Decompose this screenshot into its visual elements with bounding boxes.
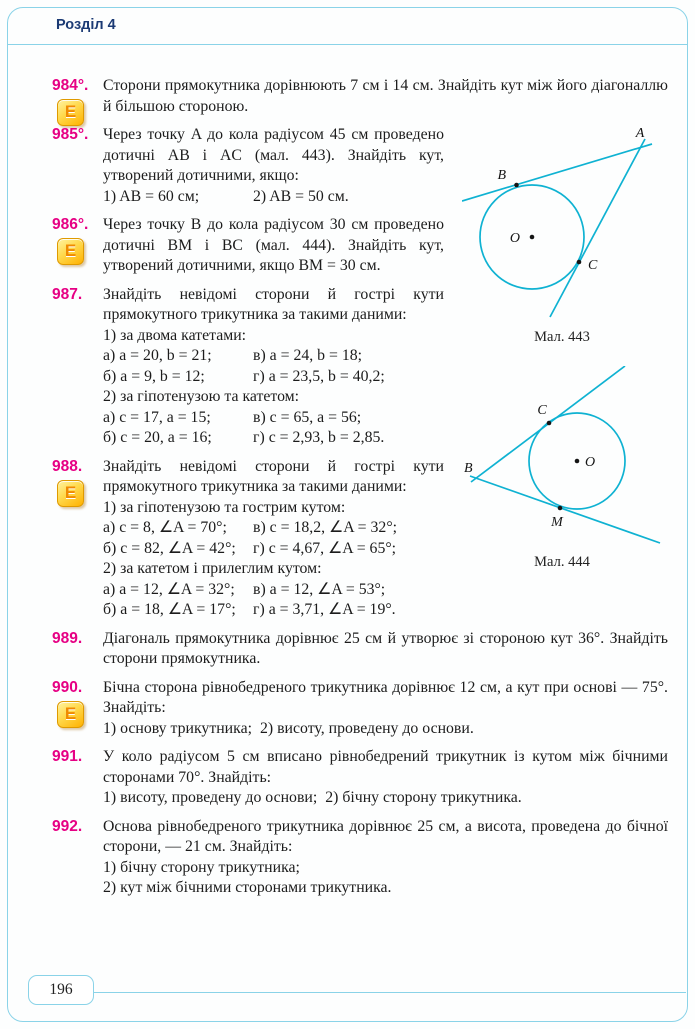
problem-item-row <box>103 187 668 208</box>
problem-statement: У коло радіусом 5 см вписано рівнобедрений трикутник із кутом між бічними сторонами 70°. Знайдіть: <box>103 748 668 786</box>
problem-number: 991. <box>52 748 83 765</box>
item-left: а) c = 17, a = 15; <box>103 408 211 426</box>
exercise-badge <box>57 701 84 728</box>
problem-item-row <box>103 600 668 621</box>
problem-item-row <box>103 788 668 809</box>
problem-statement: Знайдіть невідомі сторони й гострі кути прямокутного трикутника за такими даними: <box>103 457 444 495</box>
problem-item-row <box>103 539 668 560</box>
problem-item-row <box>103 408 668 429</box>
item-left: а) c = 8, ∠A = 70°; <box>103 519 227 536</box>
problem-item-row <box>103 367 668 388</box>
problem-number: 985°. <box>52 126 89 143</box>
item-left: б) c = 20, a = 16; <box>103 429 212 446</box>
problem-subitem: 2) за гіпотенузою та катетом: <box>103 388 300 405</box>
exercise-badge <box>57 480 84 507</box>
problem-item-row <box>103 518 668 539</box>
exercise-badge <box>57 238 84 265</box>
problem-statement: Діагональ прямокутника дорівнює 25 см й утворює зі стороною кут 36°. Знайдіть сторони прямокутника. <box>103 629 668 667</box>
problem-statement: Знайдіть невідомі сторони й гострі кути прямокутного трикутника за такими даними: <box>103 285 444 323</box>
problem-statement: Через точку B до кола радіусом 30 см проведено дотичні BM і BC (мал. 444). Знайдіть кут, утворений дотичними, якщо BM = 30 см. <box>103 216 444 274</box>
problem-subitem: 2) за катетом і прилеглим кутом: <box>103 560 322 577</box>
problem-984 <box>52 76 668 122</box>
figure-caption: Мал. 444 <box>534 553 590 570</box>
problem-subitem: 1) за двома катетами: <box>103 326 247 344</box>
item-left: б) c = 82, ∠A = 42°; <box>103 539 236 557</box>
exercise-badge-letter: Е <box>64 241 77 261</box>
problem-item-row <box>103 428 668 449</box>
item-left: б) a = 9, b = 12; <box>103 367 205 385</box>
problem-986 <box>52 215 668 277</box>
problem-989 <box>52 629 668 670</box>
item-right: в) c = 65, a = 56; <box>253 408 362 426</box>
item-left: 1) основу трикутника; <box>103 719 252 737</box>
footer-rule <box>30 992 686 993</box>
problem-number: 987. <box>52 285 83 303</box>
problem-subitem: 1) за гіпотенузою та гострим кутом: <box>103 498 346 516</box>
problem-subitem: 1) бічну сторону трикутника; <box>103 858 300 876</box>
problem-985 <box>52 125 668 207</box>
item-right: 2) висоту, проведену до основи. <box>259 719 474 737</box>
problems-area <box>52 76 668 965</box>
problem-number: 988. <box>52 457 83 475</box>
item-left: 1) AB = 60 см; <box>103 187 200 205</box>
problem-number: 989. <box>52 629 83 647</box>
problem-statement: Бічна сторона рівнобедреного трикутника дорівнює 12 см, а кут при основі — 75°. Знайдіть: <box>103 678 668 716</box>
point-label-B: B <box>497 168 506 183</box>
problem-number: 984°. <box>52 77 89 94</box>
exercise-badge-letter: Е <box>64 482 77 502</box>
problem-987 <box>52 285 668 449</box>
problem-number: 990. <box>52 678 83 696</box>
problem-item-row <box>103 719 668 740</box>
point-label-M: M <box>551 514 563 530</box>
problem-number: 986°. <box>52 216 89 233</box>
problem-992 <box>52 817 668 899</box>
exercise-badge <box>57 99 84 126</box>
item-right: г) c = 4,67, ∠A = 65°; <box>253 539 397 557</box>
problem-statement: Через точку A до кола радіусом 45 см проведено дотичні AB і AC (мал. 443). Знайдіть кут, утворений дотичними, якщо: <box>103 126 444 184</box>
item-right: 2) AB = 50 см. <box>253 187 349 205</box>
exercise-badge-letter: Е <box>64 703 77 723</box>
problem-991 <box>52 747 668 809</box>
item-left: а) a = 20, b = 21; <box>103 347 212 364</box>
problem-item-row <box>103 346 668 367</box>
figure-caption: Мал. 443 <box>534 329 590 345</box>
item-right: 2) бічну сторону трикутника. <box>325 789 522 806</box>
item-right: г) c = 2,93, b = 2,85. <box>253 429 385 446</box>
problem-subitem: 2) кут між бічними сторонами трикутника. <box>103 879 392 896</box>
point-label-A: A <box>635 127 645 141</box>
page-number: 196 <box>28 975 94 1005</box>
item-right: г) a = 23,5, b = 40,2; <box>253 367 385 385</box>
problem-statement: Основа рівнобедреного трикутника дорівнює 25 см, а висота, проведена до бічної сторони, — 21 см. Знайдіть: <box>103 817 668 855</box>
problem-990 <box>52 678 668 740</box>
problem-988 <box>52 454 668 621</box>
point-label-C: C <box>588 258 598 273</box>
problem-number: 992. <box>52 817 83 835</box>
item-right: в) a = 12, ∠A = 53°; <box>253 580 386 598</box>
chapter-heading: Розділ 4 <box>56 17 116 33</box>
item-right: г) a = 3,71, ∠A = 19°. <box>253 601 396 618</box>
point-label-C: C <box>537 402 547 418</box>
header-rule <box>8 44 687 45</box>
point-label-B: B <box>464 460 473 476</box>
item-left: б) a = 18, ∠A = 17°; <box>103 601 236 618</box>
center-label-O: O <box>509 231 520 246</box>
item-right: в) a = 24, b = 18; <box>253 347 363 364</box>
problem-item-row <box>103 580 668 601</box>
problem-statement: Сторони прямокутника дорівнюють 7 см і 14 см. Знайдіть кут між його діагоналлю й більшою стороною. <box>103 77 668 115</box>
item-left: а) a = 12, ∠A = 32°; <box>103 580 235 598</box>
item-left: 1) висоту, проведену до основи; <box>103 789 318 806</box>
center-label-O: O <box>585 454 596 470</box>
exercise-badge-letter: Е <box>64 102 77 122</box>
item-right: в) c = 18,2, ∠A = 32°; <box>253 519 398 536</box>
